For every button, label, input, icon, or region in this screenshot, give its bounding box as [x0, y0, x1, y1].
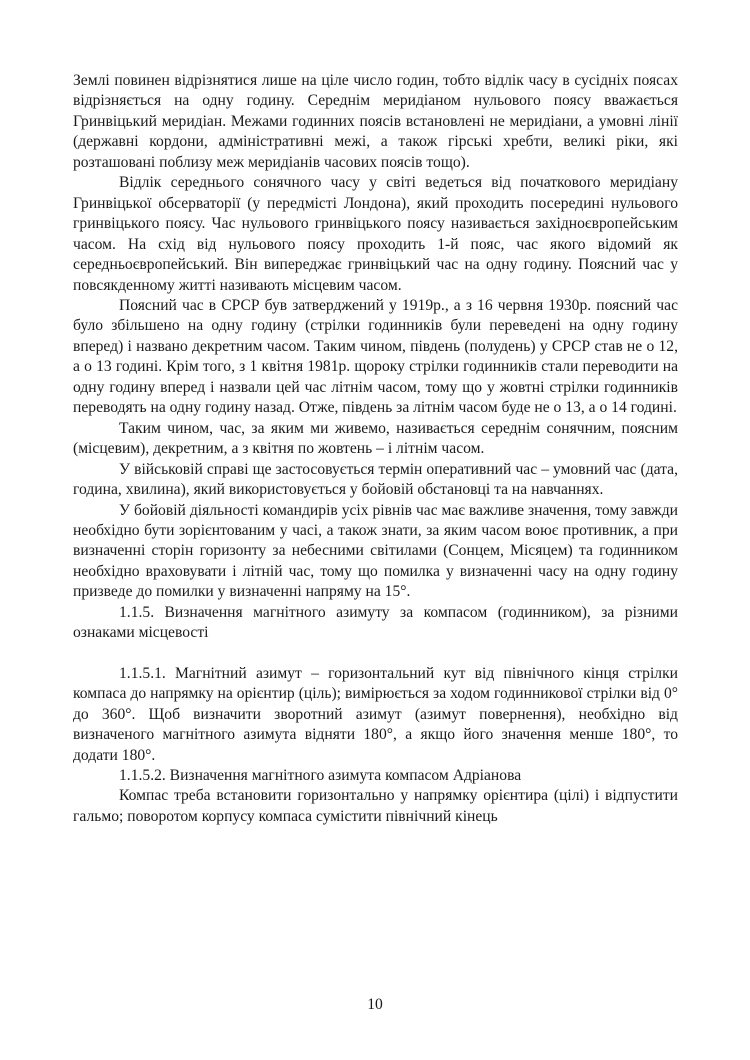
paragraph-operational-time: У військовій справі ще застосовується термін оперативний час – умовний час (дата, година, хвилина), який використовується у бойовій обстановці та на навчаннях. [73, 460, 678, 499]
section-heading-1-1-5-2: 1.1.5.2. Визначення магнітного азимута компасом Адріанова [119, 766, 522, 784]
paragraph-time-zones: Землі повинен відрізнятися лише на ціле число годин, тобто відлік часу в сусідніх поясах відрізняється на одну годину. Середнім меридіаном нульового поясу вважається Гринвіцький меридіан. Межами годинних поясів встановлені не меридіани, а умовні лінії (державні кордони, адміністративні межі, а також гірські хребти, великі ріки, які розташовані поблизу меж меридіанів часових поясів тощо). [73, 72, 678, 171]
paragraph-time-summary: Таким чином, час, за яким ми живемо, називається середнім сонячним, поясним (місцевим), декретним, а з квітня по жовтень – і літнім часом. [73, 419, 678, 458]
paragraph-adrianov-compass: Компас треба встановити горизонтально у напрямку орієнтира (цілі) і відпустити гальмо; поворотом корпусу компаса сумістити північний кінець [73, 787, 678, 825]
section-heading-1-1-5: 1.1.5. Визначення магнітного азимуту за компасом (годинником), за різними ознаками місцевості [73, 603, 678, 642]
paragraph-magnetic-azimuth: 1.1.5.1. Магнітний азимут – горизонтальний кут від північного кінця стрілки компаса до напрямку на орієнтир (ціль); вимірюється за ходом годинникової стрілки від 0° до 360°. Щоб визначити зворотний азимут (азимут повернення), необхідно від визначеного магнітного азимута відняти 180°, а якщо його значення менше 180°, то додати 180°. [73, 664, 678, 764]
paragraph-combat-time: У бойовій діяльності командирів усіх рівнів час має важливе значення, тому завжди необхідно бути зорієнтованим у часі, а також знати, за яким часом воює противник, а при визначенні сторін горизонту за небесними світилами (Сонцем, Місяцем) та годинником необхідно враховувати і літній час, тому що помилка у визначенні часу на одну годину призведе до помилки у визначенні напряму на 15°. [73, 501, 678, 601]
page-body [73, 71, 678, 827]
page-number: 10 [367, 996, 383, 1013]
paragraph-mean-solar-time: Відлік середнього сонячного часу у світі ведеться від початкового меридіану Гринвіцької обсерваторії (у передмісті Лондона), який проходить посередині нульового гринвіцького поясу. Час нульового гринвіцького поясу називається західноєвропейським часом. На схід від нульового поясу проходить 1-й пояс, час якого відомий як середньоєвропейський. Він випереджає гринвіцький час на одну годину. Поясний час у повсякденному житті називають місцевим часом. [73, 174, 678, 294]
paragraph-zone-time-ussr: Поясний час в СРСР був затверджений у 1919р., а з 16 червня 1930р. поясний час було збільшено на одну годину (стрілки годинників були переведені на одну годину вперед) і названо декретним часом. Таким чином, південь (полудень) у СРСР став не о 12, а о 13 годині. Крім того, з 1 квітня 1981р. щороку стрілки годинників стали переводити на одну годину вперед і назвали цей час літнім часом, тому що у жовтні стрілки годинників переводять на одну годину назад. Отже, південь за літнім часом буде не о 13, а о 14 годині. [73, 296, 678, 417]
